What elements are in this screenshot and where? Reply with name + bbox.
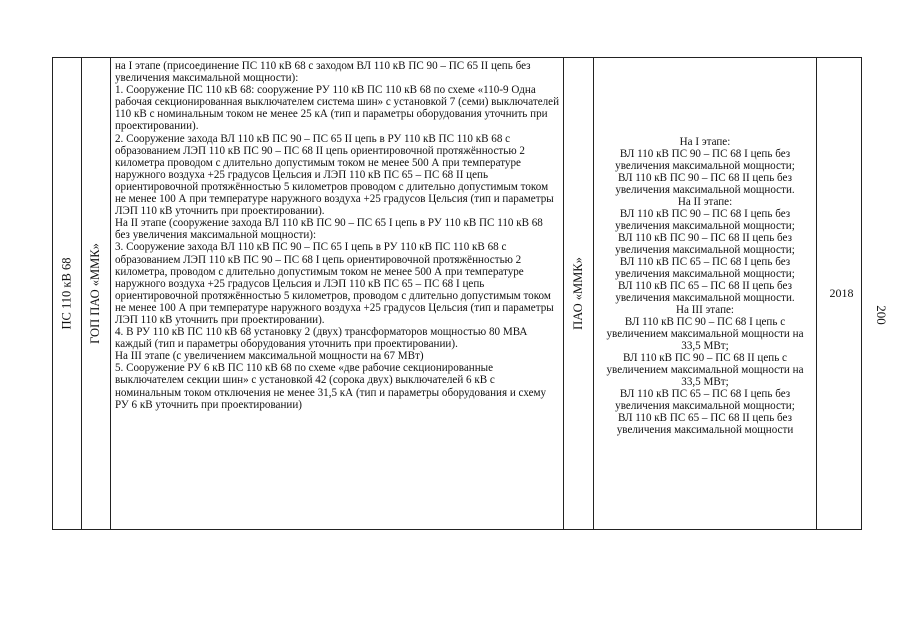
result-line: ВЛ 110 кВ ПС 90 – ПС 68 II цепь без увеличения максимальной мощности. (615, 172, 795, 196)
result-line: На II этапе: (677, 196, 733, 208)
description-paragraph: на I этапе (присоединение ПС 110 кВ 68 с заходом ВЛ 110 кВ ПС 90 – ПС 65 II цепь без увеличения максимальной мощности): (115, 60, 531, 85)
object-name: ПС 110 кВ 68 (59, 257, 74, 330)
column-divider (593, 58, 594, 529)
result-line: ВЛ 110 кВ ПС 65 – ПС 68 II цепь без увеличения максимальной мощности (616, 412, 794, 436)
page-number (866, 300, 896, 330)
result-line: ВЛ 110 кВ ПС 65 – ПС 68 I цепь без увеличения максимальной мощности; (615, 256, 795, 280)
year-cell (816, 58, 867, 529)
result-cell (596, 136, 814, 436)
initiator-name: ГОП ПАО «ММК» (88, 243, 102, 344)
result-line: ВЛ 110 кВ ПС 90 – ПС 68 I цепь без увеличения максимальной мощности; (615, 148, 795, 172)
description-paragraph: 3. Сооружение захода ВЛ 110 кВ ПС 90 – ПС 65 I цепь в РУ 110 кВ ПС 110 кВ 68 с образованием ЛЭП 110 кВ ПС 90 – ПС 68 I цепь ориентировочной протяжённостью 2 километра, проводом с длительно допустимым током не менее 500 А при температуре наружного воздуха +25 градусов Цельсия и ЛЭП 110 кВ ПС 65 – ПС 68 I цепь ориентировочной протяжённостью 5 километров, проводом с длительно допустимым током не менее 100 А при температуре наружного воздуха +25 градусов Цельсия (тип и параметры ЛЭП 110 кВ уточнить при проектировании). (115, 241, 554, 326)
result-line: ВЛ 110 кВ ПС 90 – ПС 68 II цепь с увеличением максимальной мощности на 33,5 МВт; (606, 352, 804, 388)
column-divider (110, 58, 111, 529)
result-line: ВЛ 110 кВ ПС 90 – ПС 68 I цепь без увеличения максимальной мощности; (615, 208, 795, 232)
result-line: На I этапе: (679, 136, 731, 148)
table-row (52, 57, 862, 530)
description-cell (115, 60, 560, 411)
page-number-text: 200 (874, 305, 889, 325)
result-line: ВЛ 110 кВ ПС 65 – ПС 68 I цепь без увеличения максимальной мощности; (615, 388, 795, 412)
result-line: ВЛ 110 кВ ПС 90 – ПС 68 II цепь без увеличения максимальной мощности; (615, 232, 795, 256)
description-paragraph: 4. В РУ 110 кВ ПС 110 кВ 68 установку 2 (двух) трансформаторов мощностью 80 МВА каждый (тип и параметры оборудования уточнить при проектировании). (115, 326, 528, 351)
owner-name: ПАО «ММК» (570, 257, 585, 330)
description-paragraph: 2. Сооружение захода ВЛ 110 кВ ПС 90 – ПС 65 II цепь в РУ 110 кВ ПС 110 кВ 68 с образованием ЛЭП 110 кВ ПС 90 – ПС 68 II цепь ориентировочной протяжённостью 2 километра проводом с длительно допустимым током не менее 500 А при температуре наружного воздуха +25 градусов Цельсия и ЛЭП 110 кВ ПС 65 – ПС 68 II цепь ориентировочной протяжённостью 5 километров проводом с длительно допустимым током не менее 100 А при температуре наружного воздуха +25 градусов Цельсия (тип и параметры ЛЭП 110 кВ уточнить при проектировании). (115, 132, 554, 218)
description-paragraph: 1. Сооружение ПС 110 кВ 68: сооружение РУ 110 кВ ПС 110 кВ 68 по схеме «110-9 Одна рабочая секционированная выключателем система шин» с установкой 7 (семи) выключателей 110 кВ с номинальным током не менее 25 кА (тип и параметры оборудования уточнить при проектировании). (115, 84, 560, 133)
owner-cell (563, 58, 593, 529)
result-line: На III этапе: (675, 304, 735, 316)
object-cell (53, 58, 81, 529)
description-paragraph: 5. Сооружение РУ 6 кВ ПС 110 кВ 68 по схеме «две рабочие секционированные выключателем секции шин» с установкой 42 (сорока двух) выключателей 6 кВ с номинальным током отключения не менее 31,5 кА (тип и параметры оборудования и схему РУ 6 кВ уточнить при проектировании) (115, 362, 547, 411)
initiator-cell (81, 58, 110, 529)
result-line: ВЛ 110 кВ ПС 65 – ПС 68 II цепь без увеличения максимальной мощности. (615, 280, 795, 304)
description-paragraph: На III этапе (с увеличением максимальной мощности на 67 МВт) (115, 350, 424, 363)
year-value: 2018 (829, 286, 854, 300)
result-line: ВЛ 110 кВ ПС 90 – ПС 68 I цепь с увеличением максимальной мощности на 33,5 МВт; (606, 316, 804, 352)
description-paragraph: На II этапе (сооружение захода ВЛ 110 кВ ПС 90 – ПС 65 I цепь в РУ 110 кВ ПС 110 кВ 68 без увеличения максимальной мощности): (115, 217, 543, 242)
